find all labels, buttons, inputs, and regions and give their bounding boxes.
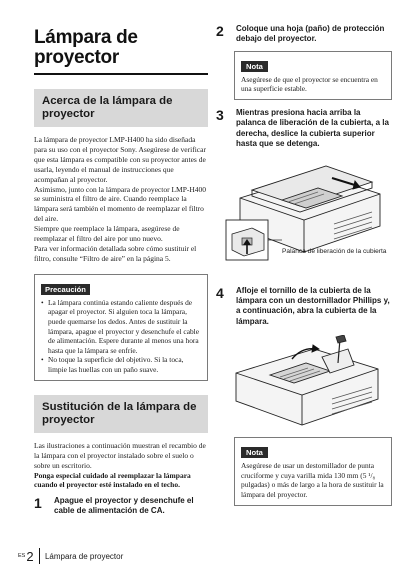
left-column [34, 20, 208, 517]
step-number: 1 [34, 495, 42, 512]
section-heading-replacement: Sustitución de la lámpara de proyector [34, 395, 208, 433]
caution-item: • No toque la superficie del objetivo. Si la toca, limpie las huellas con un paño suave. [41, 355, 201, 374]
step-2 [216, 24, 392, 45]
locale-code: ES [18, 553, 26, 559]
note-label: Nota [241, 447, 268, 458]
step-text: Mientras presiona hacia arriba la palanca de liberación de la cubierta, a la derecha, deslice la cubierta superior hasta que se detenga. [236, 108, 389, 149]
step-text: Apague el proyector y desenchufe el cable de alimentación de CA. [54, 496, 194, 516]
caution-label: Precaución [41, 284, 90, 295]
lamp-cover-illustration [222, 335, 392, 427]
note-label: Nota [241, 61, 268, 72]
step-text: Afloje el tornillo de la cubierta de la lámpara con un destornillador Phillips y, a continuación, abra la cubierta de la lámpara. [236, 285, 390, 326]
step-text: Coloque una hoja (paño) de protección debajo del proyector. [236, 24, 385, 44]
footer-title: Lámpara de proyector [44, 551, 124, 561]
page-footer [18, 548, 123, 564]
step-number: 3 [216, 107, 224, 124]
note-box-screwdriver [234, 437, 392, 506]
figure-slide-cover [222, 154, 392, 266]
caution-list [41, 298, 201, 375]
figure-open-lamp-cover [222, 335, 392, 427]
footer-divider [39, 548, 40, 564]
step-number: 4 [216, 284, 224, 301]
right-column [216, 24, 392, 514]
paragraph-ceiling-warning: Ponga especial cuidado al reemplazar la lámpara cuando el proyector esté instalado en el techo. [34, 470, 191, 490]
step-4 [216, 286, 392, 328]
note-text: Asegúrese de que el proyector se encuentra en una superficie estable. [241, 74, 378, 94]
page-title: Lámpara de proyector [34, 28, 208, 75]
step-1 [34, 496, 208, 517]
page-number: 2 [26, 548, 34, 564]
paragraph-lamp-intro: La lámpara de proyector LMP-H400 ha sido diseñada para su uso con el proyector Sony. Asegúrese de verificar que esta lámpara es compatible con su proyector antes de usarla, leyendo el manual de instrucciones que acompañan al proyector. [34, 135, 206, 184]
paragraph-air-filter: Asimismo, junto con la lámpara de proyector LMP-H400 se suministra el filtro de aire. Cuando reemplace la lámpara será también el momento de reemplazar el filtro del aire. [34, 184, 207, 224]
caution-item: • La lámpara continúa estando caliente después de apagar el proyector. Si alguien toca la lámpara, puede quemarse los dedos. Antes de sustituir la lámpara, apague el proyector y desenchufe el cable de alimentación. Espere durante al menos una hora hasta que la lámpara se enfríe. [41, 298, 201, 356]
step-number: 2 [216, 23, 224, 39]
paragraph-replace-filter: Siempre que reemplace la lámpara, asegúrese de reemplazar el filtro del aire por uno nuevo. [34, 224, 180, 243]
paragraph-illustrations: Las ilustraciones a continuación muestran el recambio de la lámpara con el proyector instalado sobre el suelo o sobre un escritorio. [34, 440, 206, 470]
note-box [234, 51, 392, 100]
step-3 [216, 108, 392, 150]
figure-caption: Palanca de liberación de la cubierta [282, 247, 387, 255]
section-heading-about-lamp: Acerca de la lámpara de proyector [34, 89, 208, 127]
caution-box [34, 274, 208, 381]
paragraph-see-page: Para ver información detallada sobre cómo sustituir el filtro, consulte “Filtro de aire” en la página 5. [34, 243, 197, 263]
note-text: Asegúrese de usar un destornillador de punta cruciforme y cuya varilla mida 130 mm (5 ¹/₈ pulgadas) o más de largo a la hora de sustituir la lámpara del proyector. [241, 461, 384, 500]
